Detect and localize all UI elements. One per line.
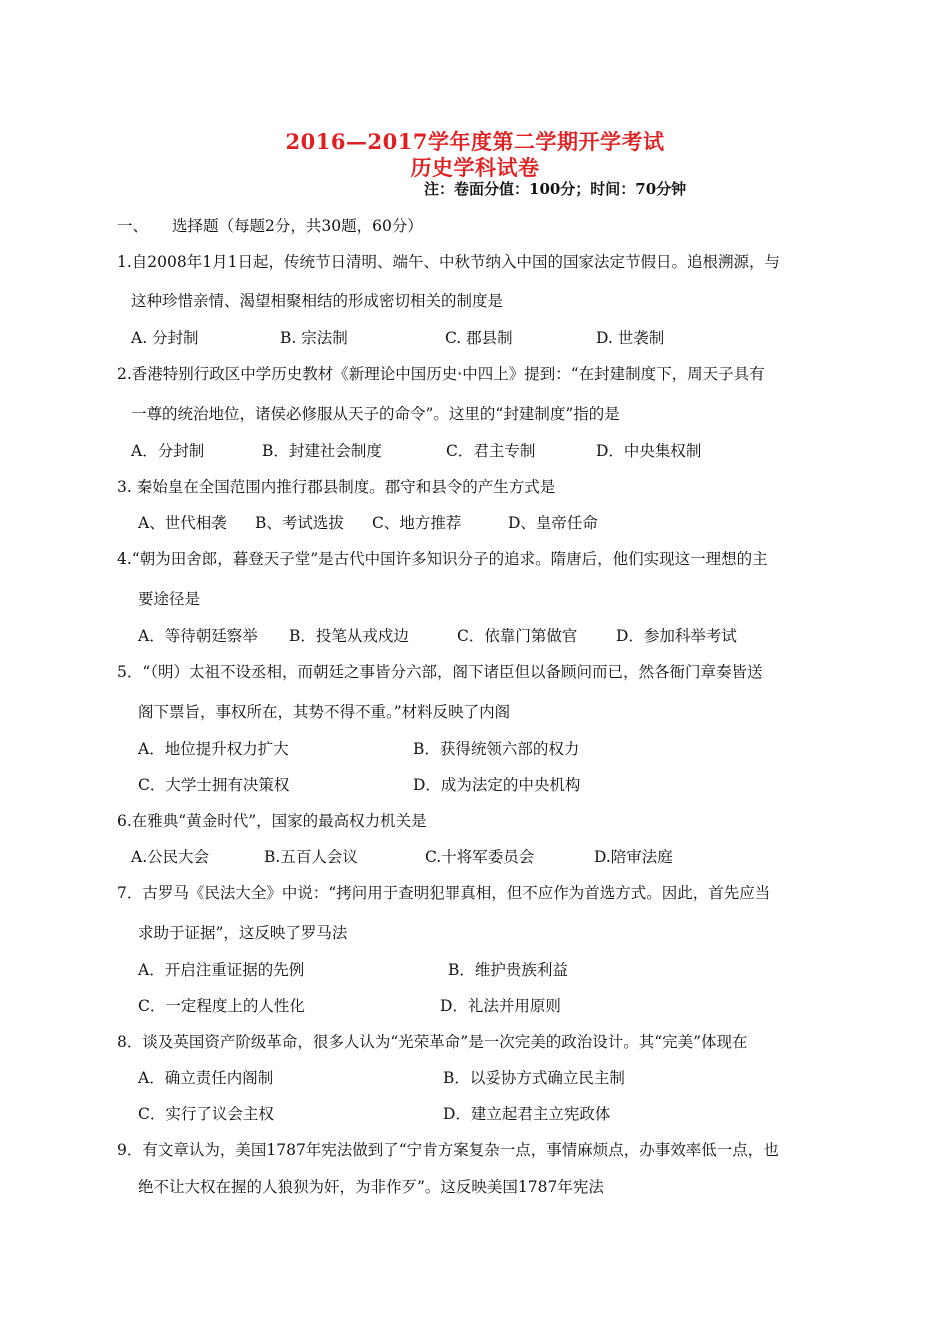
question-3-option-b: B、考试选拔 — [255, 514, 344, 532]
question-5-option-c: C．大学士拥有决策权 — [138, 776, 290, 794]
section-number: 一、 — [117, 217, 149, 235]
question-2-option-b: B．封建社会制度 — [262, 442, 382, 460]
question-1-option-a: A. 分封制 — [131, 329, 199, 347]
question-2-line-2: 一尊的统治地位，诸侯必修服从天子的命令”。这里的“封建制度”指的是 — [131, 405, 620, 423]
question-2-option-c: C．君主专制 — [446, 442, 536, 460]
question-3-option-a: A、世代相袭 — [138, 514, 227, 532]
question-8-option-b: B．以妥协方式确立民主制 — [443, 1069, 625, 1087]
question-6-option-b: B.五百人会议 — [264, 848, 358, 866]
question-7-option-a: A．开启注重证据的先例 — [138, 961, 305, 979]
question-4-option-c: C．依靠门第做官 — [457, 627, 578, 645]
question-3-option-c: C、地方推荐 — [372, 514, 462, 532]
question-8-option-c: C．实行了议会主权 — [138, 1105, 274, 1123]
question-6-option-a: A.公民大会 — [131, 848, 210, 866]
question-4-option-a: A．等待朝廷察举 — [138, 627, 258, 645]
question-7-line-1: 7．古罗马《民法大全》中说：“拷问用于查明犯罪真相，但不应作为首选方式。因此，首先应当 — [117, 884, 771, 902]
question-1-option-d: D. 世袭制 — [596, 329, 665, 347]
question-5-option-d: D．成为法定的中央机构 — [413, 776, 581, 794]
question-5-line-1: 5．“（明）太祖不设丞相，而朝廷之事皆分六部，阁下诸臣但以备顾问而已，然各衙门章奏皆送 — [117, 663, 763, 681]
question-4-line-1: 4.“朝为田舍郎，暮登天子堂”是古代中国许多知识分子的追求。隋唐后，他们实现这一理想的主 — [117, 550, 768, 568]
question-5-option-b: B．获得统领六部的权力 — [413, 740, 580, 758]
question-3-line-1: 3. 秦始皇在全国范围内推行郡县制度。郡守和县令的产生方式是 — [117, 478, 556, 496]
question-9-line-2: 绝不让大权在握的人狼狈为奸，为非作歹”。这反映美国1787年宪法 — [138, 1178, 604, 1196]
question-8-option-d: D．建立起君主立宪政体 — [443, 1105, 611, 1123]
question-2-option-a: A．分封制 — [131, 442, 205, 460]
question-8-line-1: 8．谈及英国资产阶级革命，很多人认为“光荣革命”是一次完美的政治设计。其“完美”体现在 — [117, 1033, 748, 1051]
question-7-option-b: B．维护贵族利益 — [448, 961, 568, 979]
question-5-option-a: A．地位提升权力扩大 — [138, 740, 289, 758]
question-6-option-c: C.十将军委员会 — [425, 848, 535, 866]
question-1-line-2: 这种珍惜亲情、渴望相聚相结的形成密切相关的制度是 — [131, 292, 504, 310]
question-2-line-1: 2.香港特别行政区中学历史教材《新理论中国历史·中四上》提到：“在封建制度下，周天子具有 — [117, 365, 765, 383]
exam-subtitle: 历史学科试卷 — [410, 155, 540, 180]
question-7-line-2: 求助于证据”，这反映了罗马法 — [138, 924, 348, 942]
question-3-option-d: D、皇帝任命 — [508, 514, 598, 532]
section-heading: 选择题（每题2分，共30题，60分） — [172, 217, 423, 235]
question-4-option-d: D．参加科举考试 — [616, 627, 737, 645]
question-6-line-1: 6.在雅典“黄金时代”，国家的最高权力机关是 — [117, 812, 427, 830]
question-8-option-a: A．确立责任内阁制 — [138, 1069, 274, 1087]
question-5-line-2: 阁下票旨，事权所在，其势不得不重。”材料反映了内阁 — [138, 703, 511, 721]
question-4-line-2: 要途径是 — [138, 590, 201, 608]
question-1-option-c: C. 郡县制 — [445, 329, 513, 347]
exam-title: 2016—2017学年度第二学期开学考试 — [285, 129, 665, 154]
question-6-option-d: D.陪审法庭 — [594, 848, 673, 866]
question-7-option-d: D．礼法并用原则 — [440, 997, 561, 1015]
question-9-line-1: 9．有文章认为，美国1787年宪法做到了“宁肯方案复杂一点，事情麻烦点，办事效率低一点，也 — [117, 1141, 779, 1159]
question-2-option-d: D．中央集权制 — [596, 442, 702, 460]
exam-note: 注：卷面分值：100分；时间：70分钟 — [424, 180, 687, 198]
question-1-line-1: 1.自2008年1月1日起，传统节日清明、端午、中秋节纳入中国的国家法定节假日。追根溯源，与 — [117, 253, 780, 271]
question-4-option-b: B．投笔从戎戍边 — [289, 627, 409, 645]
question-7-option-c: C．一定程度上的人性化 — [138, 997, 305, 1015]
question-1-option-b: B. 宗法制 — [280, 329, 348, 347]
